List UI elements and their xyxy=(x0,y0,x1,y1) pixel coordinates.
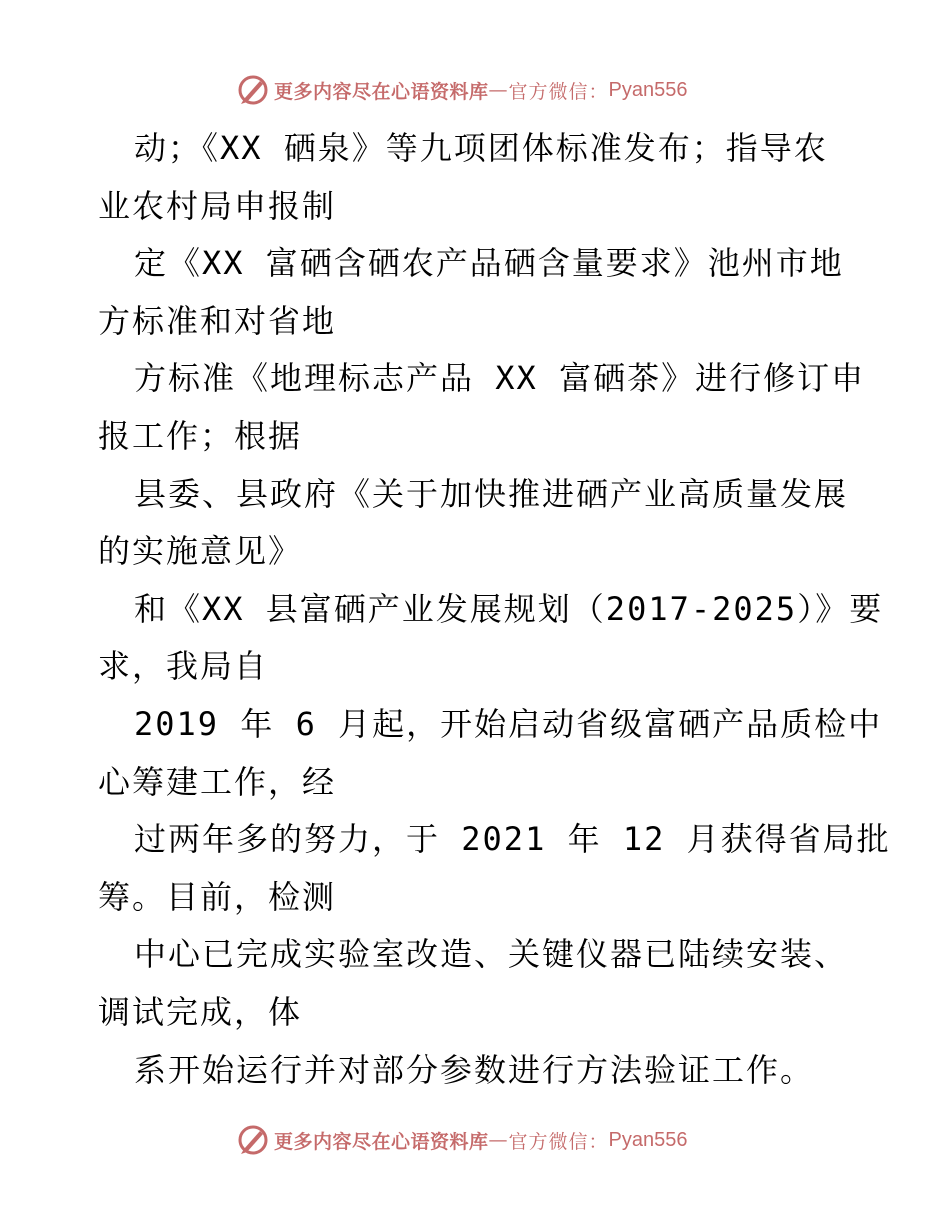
text-line: 求，我局自 xyxy=(98,647,269,686)
text-line: 心筹建工作，经 xyxy=(98,762,337,801)
text-line: 筹。目前，检测 xyxy=(98,877,337,916)
text-line: 报工作；根据 xyxy=(98,416,303,455)
text-line: 中心已完成实验室改造、关键仪器已陆续安装、 xyxy=(134,935,849,974)
text-line: 业农村局申报制 xyxy=(98,186,337,225)
watermark-dash: — xyxy=(488,1129,509,1151)
text-line: 动；《XX 硒泉》等九项团体标准发布；指导农 xyxy=(134,129,828,167)
footer-watermark xyxy=(236,1122,688,1158)
watermark-dash: — xyxy=(488,79,509,101)
text-line: 的实施意见》 xyxy=(98,532,303,571)
watermark-site-text: 更多内容尽在心语资料库 xyxy=(274,80,489,103)
text-line: 方标准和对省地 xyxy=(98,301,337,340)
pen-logo-icon xyxy=(236,1123,270,1157)
watermark-label: 官方微信： xyxy=(508,80,609,103)
watermark-wechat-id: Pyan556 xyxy=(608,78,688,101)
watermark-site-text: 更多内容尽在心语资料库 xyxy=(274,1130,489,1153)
watermark-wechat-id: Pyan556 xyxy=(608,1128,688,1151)
text-line: 县委、县政府《关于加快推进硒产业高质量发展 xyxy=(134,474,849,513)
text-line: 和《XX 县富硒产业发展规划（2017-2025）》要 xyxy=(134,589,884,628)
text-line: 系开始运行并对部分参数进行方法验证工作。 xyxy=(134,1050,815,1089)
text-line: 方标准《地理标志产品 XX 富硒茶》进行修订申 xyxy=(134,359,866,398)
pen-logo-icon xyxy=(236,73,270,107)
text-line: 定《XX 富硒含硒农产品硒含量要求》池州市地 xyxy=(134,244,844,283)
text-line: 2019 年 6 月起，开始启动省级富硒产品质检中 xyxy=(134,704,883,743)
body-paragraph xyxy=(98,120,891,1099)
text-line: 过两年多的努力，于 2021 年 12 月获得省局批 xyxy=(134,820,891,859)
watermark-label: 官方微信： xyxy=(508,1130,609,1153)
header-watermark xyxy=(236,72,688,108)
text-line: 调试完成，体 xyxy=(98,992,303,1031)
